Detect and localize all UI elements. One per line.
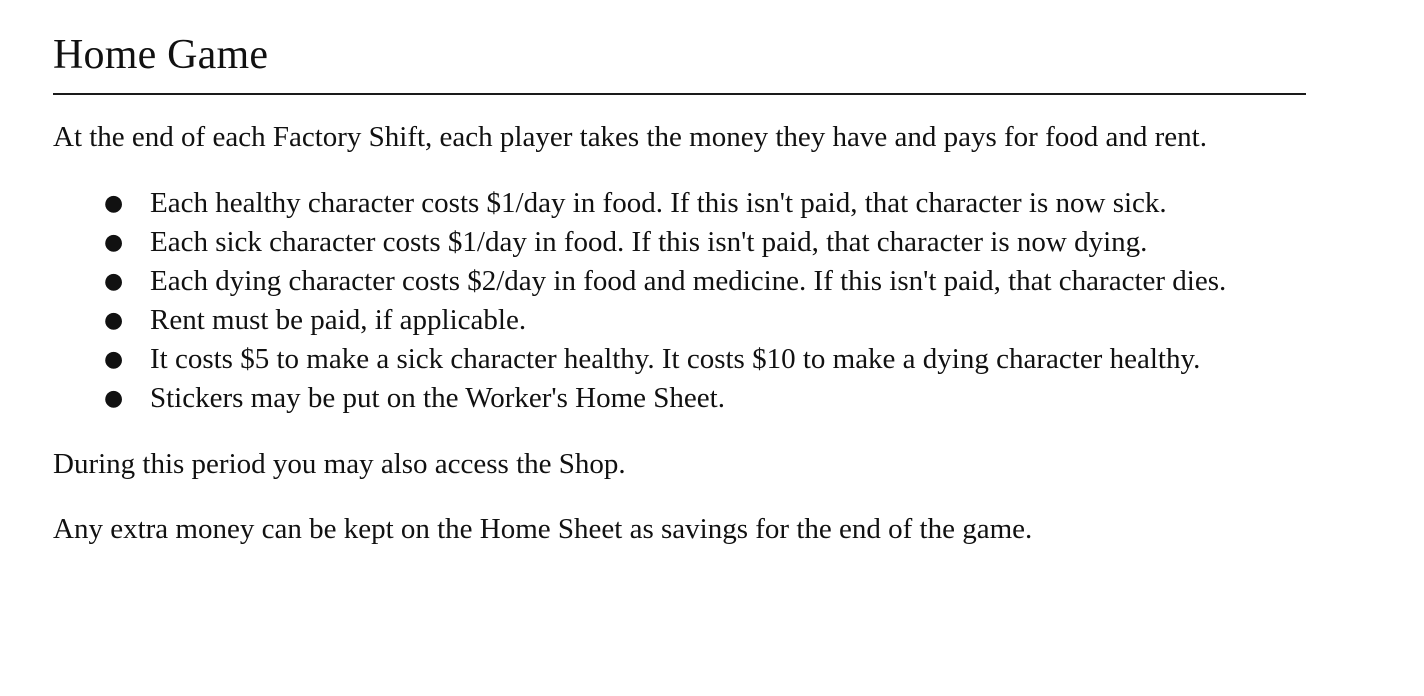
rule-item-healing-costs bbox=[53, 340, 1306, 379]
bullet-icon: ● bbox=[104, 386, 124, 411]
rule-item-rent bbox=[53, 301, 1306, 340]
bullet-icon: ● bbox=[104, 191, 124, 216]
rule-text: Each sick character costs $1/day in food. If this isn't paid, that character is now dying. bbox=[150, 226, 1148, 258]
bullet-icon: ● bbox=[104, 347, 124, 372]
rules-list bbox=[53, 184, 1306, 418]
rule-item-stickers bbox=[53, 379, 1306, 418]
section-heading: Home Game bbox=[53, 32, 269, 78]
intro-paragraph: At the end of each Factory Shift, each player takes the money they have and pays for food and rent. bbox=[53, 121, 1207, 153]
rule-text: Each healthy character costs $1/day in food. If this isn't paid, that character is now sick. bbox=[150, 187, 1167, 219]
rule-item-dying-food-medicine bbox=[53, 262, 1306, 301]
rule-text: Stickers may be put on the Worker's Home Sheet. bbox=[150, 382, 725, 414]
bullet-icon: ● bbox=[104, 230, 124, 255]
rule-text: It costs $5 to make a sick character healthy. It costs $10 to make a dying character healthy. bbox=[150, 343, 1201, 375]
shop-paragraph: During this period you may also access the Shop. bbox=[53, 448, 626, 480]
bullet-icon: ● bbox=[104, 269, 124, 294]
heading-divider bbox=[53, 93, 1306, 95]
rule-text: Rent must be paid, if applicable. bbox=[150, 304, 527, 336]
document-page bbox=[53, 0, 1306, 549]
rule-item-sick-food bbox=[53, 223, 1306, 262]
bullet-icon: ● bbox=[104, 308, 124, 333]
savings-paragraph: Any extra money can be kept on the Home Sheet as savings for the end of the game. bbox=[53, 513, 1033, 545]
rule-text: Each dying character costs $2/day in food and medicine. If this isn't paid, that character dies. bbox=[150, 265, 1227, 297]
rule-item-healthy-food bbox=[53, 184, 1306, 223]
